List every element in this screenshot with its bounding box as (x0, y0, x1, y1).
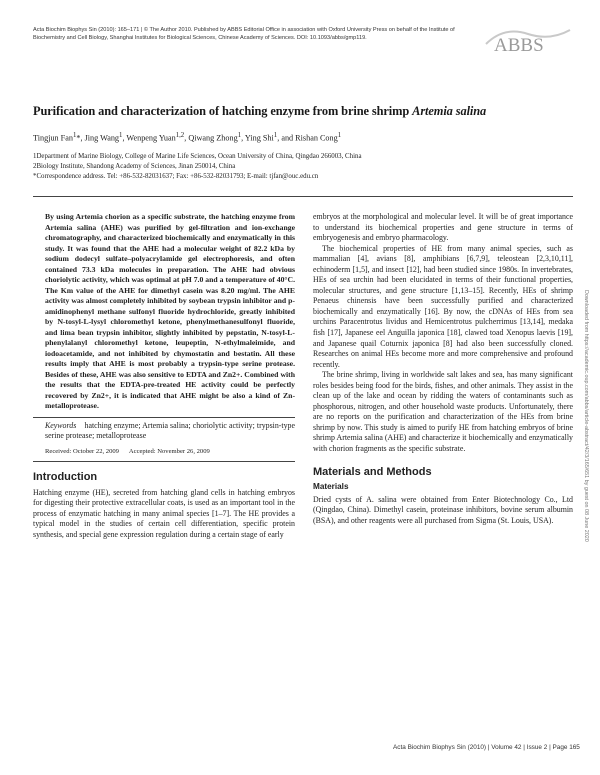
affiliations (33, 152, 362, 182)
page-footer: Acta Biochim Biophys Sin (2010) | Volume 42 | Issue 2 | Page 165 (393, 744, 580, 751)
right-paragraph-1: embryos at the morphological and molecular level. It will be of great importance to understand its biochemical properties and gene structure in terms of embryogenesis and embryo pharmacology. (313, 212, 573, 243)
header-rule (33, 196, 573, 197)
right-column (313, 212, 573, 526)
abstract-rule (33, 417, 295, 418)
right-paragraph-2: The biochemical properties of HE from many animal species, such as mammalian [4], avians [8], amphibians [6,7,9], teleostean [2,3,10,11], echinoderm [1,5], and insect [12], had been studied since 1980s. In invertebrates, HEs of sea urchin had been elucidated in terms of their functional properties, molecular structures, and gene structure [1,13–15]. Recently, HEs of shrimp Penaeus chinensis have been successfully purified and characterized biochemically and enzymatically [16]. By now, the cDNAs of HEs from sea urchins Paracentrotus lividus and Hemicentrotus pulcherrimus [13,14], medaka fish [17], Japanese eel Anguilla japonica [18], clawed toad Xenopus laevis [19], and Japanese quail Coturnix japonica [8] had also been successfully cloned. Researches on animal HEs become more and more comprehensive and profound recently. (313, 243, 573, 369)
methods-heading: Materials and Methods (313, 465, 432, 478)
dates-rule (33, 461, 295, 462)
journal-header: Acta Biochim Biophys Sin (2010): 165–171 | © The Author 2010. Published by ABBS Editorial Office in association with Oxford University Press on behalf of the Institute of Biochemistry and Cell Biology, Shanghai Institutes for Biological Sciences, Chinese Academy of Sciences. DOI: 10.1093/abbs/gmp119. (33, 27, 455, 41)
keywords: Keywords hatching enzyme; Artemia salina; choriolytic activity; trypsin-type serine protease; metalloprotease (45, 420, 296, 440)
affiliation-1: 1Department of Marine Biology, College of Marine Life Sciences, Ocean University of China, Qingdao 266003, China (33, 153, 362, 160)
left-column (33, 212, 296, 540)
title-species: Artemia salina (412, 104, 487, 118)
abbs-logo (484, 24, 572, 58)
right-paragraph-3: The brine shrimp, living in worldwide salt lakes and sea, has many significant roles besides being food for the birds, fishes, and other animals. They assist in the clean up of the lake and ocean by ridding the waters of contaminants such as phosphorous, nitrogen, and other household waste products. Unfortunately, there are no reports on the purification and characterization of the HEs from brine shrimp by now. This study is aimed to purify HE from hatching embryos of brine shrimp Artemia salina (AHE) and characterize it biochemically and enzymatically with chorion fragments as the specific substrate. (313, 370, 573, 454)
author-list: Tingjun Fan$^1$*, Jing Wang$^1$, Wenpeng Yuan$^{1,2}$, Qiwang Zhong$^1$, Ying Shi$^1$, and Rishan Cong$^1$ (33, 132, 342, 143)
abstract: By using Artemia chorion as a specific substrate, the hatching enzyme from Artemia salina (AHE) was purified by gel-filtration and ion-exchange chromatography, and characterized biochemically and enzymatically in this study. It was found that the AHE had a molecular weight of 82.2 kDa by sodium dodecyl sulfate–polyacrylamide gel electrophoresis, and often contained 73.3 kDa molecules in preparation. The AHE had obvious choriolytic activity, which was optimal at pH 7.0 and a temperature of 40°C. The Km value of the AHE for dimethyl casein was 8.20 mg/ml. The AHE activity was almost completely inhibited by soybean trypsin inhibitor and p-amidinophenyl methane sulfonyl fluoride hydrochloride, greatly inhibited by N-tosyl-L-lysyl chloromethyl ketone, phenylmethanesulfonyl fluoride, and lima bean trypsin inhibitor, slightly inhibited by pepstatin, N-tosyl-L-phenylalanyl chloromethyl ketone, leupeptin, N-ethylmaleimide, and iodoacetamide, and not inhibited by chymostatin and bestatin. All these results imply that AHE is most probably a trypsin-type serine protease. Besides of these, AHE was also sensitive to EDTA and Zn2+. Combined with the results that the EDTA-pre-treated HE activity could be perfectly recovered by Zn2+, it is indicated that AHE might be also a kind of Zn-metalloprotease. (45, 212, 295, 410)
dates: Received: October 22, 2009 Accepted: November 26, 2009 (45, 447, 210, 455)
logo-text: ABBS (494, 35, 544, 56)
affiliation-2: 2Biology Institute, Shandong Academy of Sciences, Jinan 250014, China (33, 163, 236, 170)
correspondence: *Correspondence address. Tel: +86-532-82031637; Fax: +86-532-82031793; E-mail: tjfan@ouc.edu.cn (33, 173, 319, 180)
intro-heading: Introduction (33, 471, 98, 484)
article-title: Purification and characterization of hatching enzyme from brine shrimp Artemia salina (33, 104, 487, 118)
materials-heading: Materials (313, 482, 349, 492)
intro-paragraph: Hatching enzyme (HE), secreted from hatching gland cells in hatching embryos for digesting their protective extracellular coats, is used as an important tool in the process of enzymatic hatching in many animal species [1–7]. The HE provides a typical model in the studies of certain cell differentiation, specific protein synthesis, and special gene expression regulation during a certain stage of early (33, 487, 295, 539)
materials-paragraph: Dried cysts of A. salina were obtained from Enter Biotechnology Co., Ltd (Qingdao, China). Dimethyl casein, proteinase inhibitors, bovine serum albumin (BSA), and other reagents were all purchased from Sigma (St. Louis, USA). (313, 494, 573, 525)
download-note: Downloaded from https://academic.oup.com/abbs/article-abstract/42/3/165/651 by guest on 08 June 2020 (583, 290, 589, 542)
